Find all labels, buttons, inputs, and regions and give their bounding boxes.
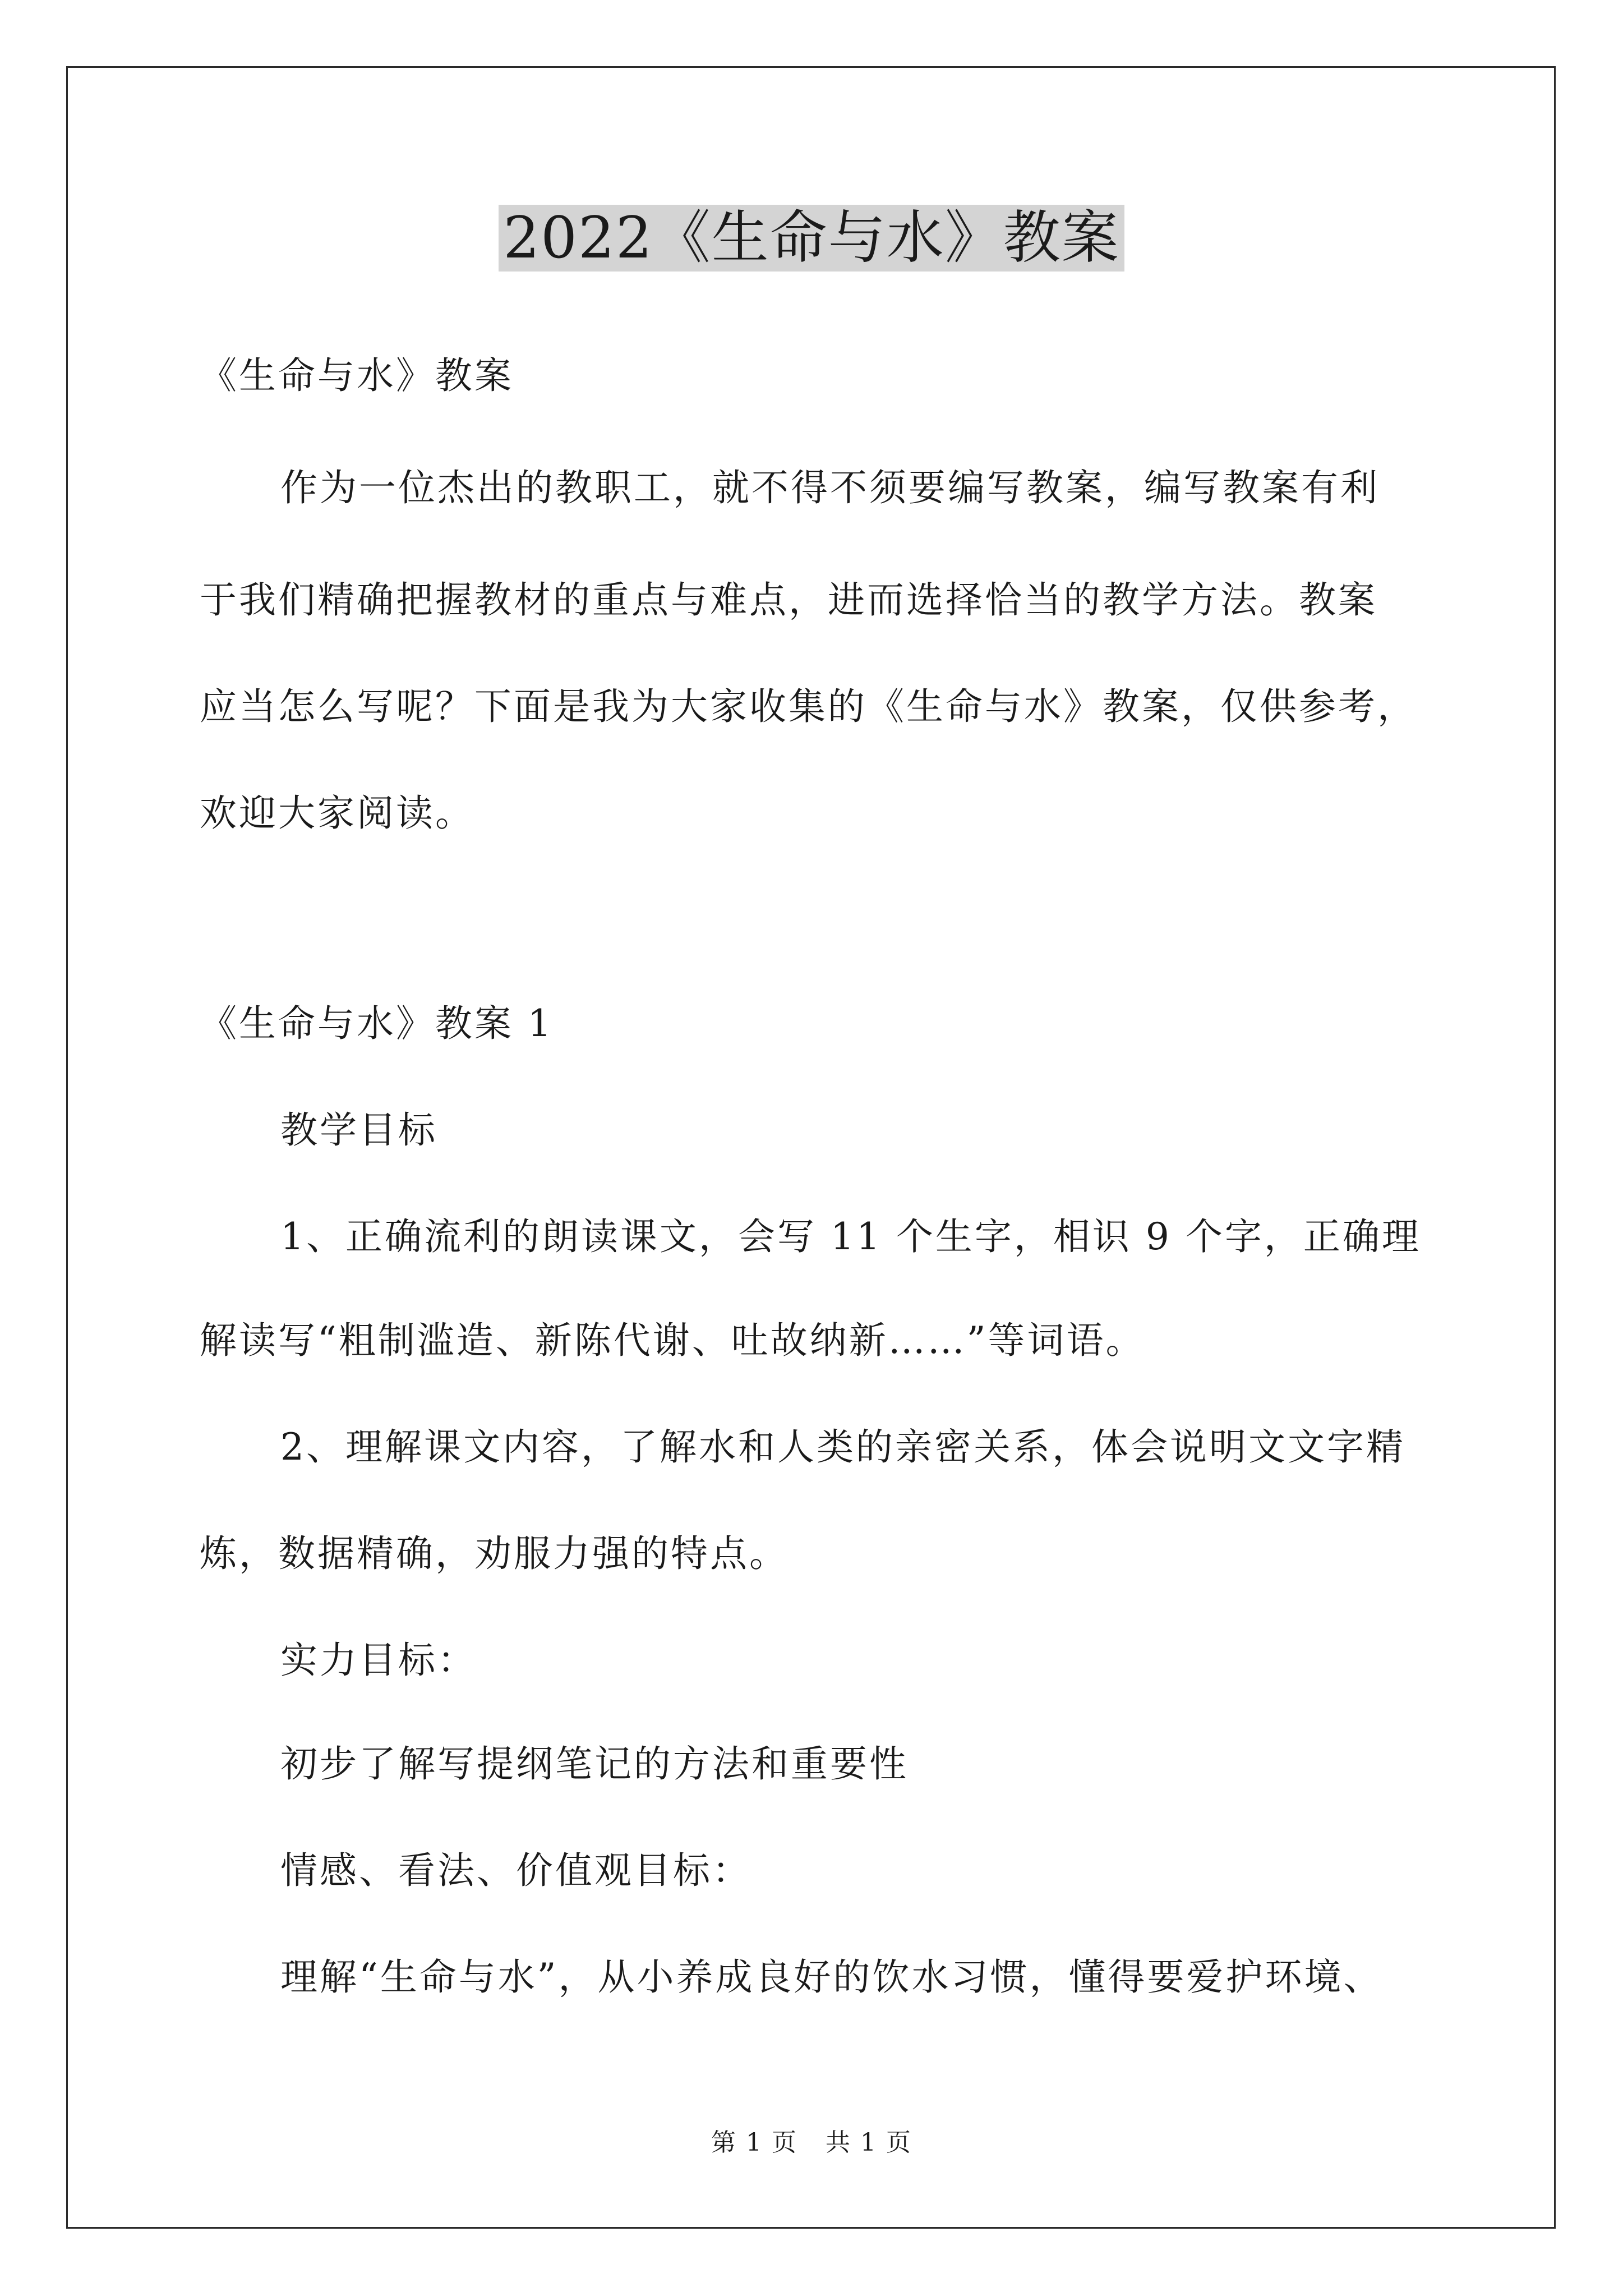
subheading-ability-goals: 实力目标： xyxy=(280,1639,477,1682)
paragraph-line: 作为一位杰出的教职工，就不得不须要编写教案，编写教案有利 xyxy=(280,466,1380,509)
section-heading-lesson-1: 《生命与水》教案 1 xyxy=(200,1002,554,1045)
subheading-emotion-goals: 情感、看法、价值观目标： xyxy=(280,1849,751,1892)
subheading-goals: 教学目标 xyxy=(280,1108,437,1152)
paragraph-line: 理解“生命与水”，从小养成良好的饮水习惯，懂得要爱护环境、 xyxy=(280,1955,1383,1999)
paragraph-line: 初步了解写提纲笔记的方法和重要性 xyxy=(280,1742,909,1786)
page-total: 共 1 页 xyxy=(826,2128,912,2157)
paragraph-line: 炼，数据精确，劝服力强的特点。 xyxy=(200,1532,789,1575)
page-number: 第 1 页 xyxy=(711,2128,797,2157)
paragraph-line: 2、理解课文内容，了解水和人类的亲密关系，体会说明文文字精 xyxy=(280,1425,1405,1469)
title-text: 2022《生命与水》教案 xyxy=(499,205,1124,272)
paragraph-line: 解读写“粗制滥造、新陈代谢、吐故纳新……”等词语。 xyxy=(200,1319,1145,1362)
paragraph-line: 于我们精确把握教材的重点与难点，进而选择恰当的教学方法。教案 xyxy=(200,578,1377,622)
section-heading-intro: 《生命与水》教案 xyxy=(200,354,514,397)
paragraph-line: 欢迎大家阅读。 xyxy=(200,792,474,835)
document-title xyxy=(0,196,1623,280)
paragraph-line: 1、正确流利的朗读课文，会写 11 个生字，相识 9 个字，正确理 xyxy=(280,1215,1421,1258)
paragraph-line: 应当怎么写呢？下面是我为大家收集的《生命与水》教案，仅供参考， xyxy=(200,685,1417,728)
page-footer xyxy=(0,2126,1623,2160)
